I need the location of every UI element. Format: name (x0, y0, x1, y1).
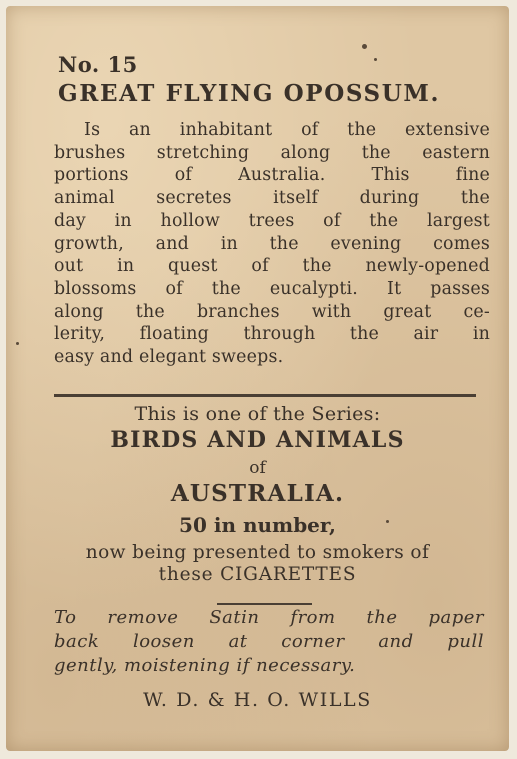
description-line: animal secretes itself during the (54, 188, 490, 209)
card-title: GREAT FLYING OPOSSUM. (58, 80, 441, 107)
description-line: brushes stretching along the eastern (54, 142, 490, 163)
series-name: BIRDS AND ANIMALS (110, 427, 405, 453)
series-intro: This is one of the Series: (134, 403, 381, 425)
description-line: day in hollow trees of the largest (54, 210, 490, 231)
presented-line: now being presented to smokers of (85, 542, 430, 563)
series-place: AUSTRALIA. (170, 480, 345, 507)
note-line: gently, moistening if necessary. (54, 655, 356, 676)
description-line: out in quest of the newly-opened (54, 256, 490, 277)
removal-note (54, 606, 484, 678)
description-line: lerity, floating through the air in (54, 324, 490, 345)
note-line: back loosen at corner and pull (54, 631, 484, 652)
paper-speck (374, 58, 377, 61)
cigarette-card-back (6, 6, 509, 751)
description-line: Is an inhabitant of the extensive (84, 120, 490, 140)
maker-name: W. D. & H. O. WILLS (143, 689, 372, 711)
description-line: along the branches with great ce- (54, 301, 490, 322)
paper-speck (386, 520, 389, 523)
note-line: To remove Satin from the paper (54, 607, 484, 628)
short-divider-rule (217, 603, 312, 605)
paper-speck (16, 342, 19, 345)
description-line: easy and elegant sweeps. (54, 347, 284, 368)
series-count: 50 in number, (179, 513, 336, 537)
description-line: growth, and in the evening comes (54, 233, 490, 254)
series-of: of (249, 458, 266, 478)
presented-line: these CIGARETTES (158, 564, 357, 585)
paper-speck (362, 44, 367, 49)
description-line: portions of Australia. This fine (54, 165, 490, 186)
description-line: blossoms of the eucalypti. It passes (54, 278, 490, 299)
card-number: No. 15 (58, 52, 138, 77)
description-block (54, 119, 490, 369)
divider-rule (54, 394, 476, 397)
